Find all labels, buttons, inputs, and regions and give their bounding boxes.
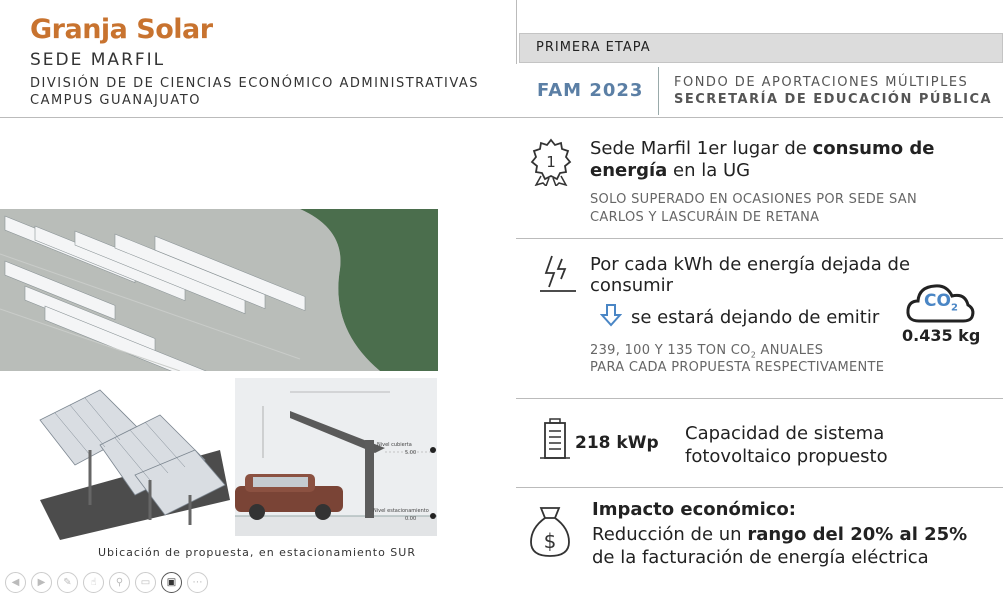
level-parking-label: Nivel estacionamiento	[373, 508, 429, 514]
kwh-line-2: consumir	[590, 275, 674, 296]
tons-line-2: PARA CADA PROPUESTA RESPECTIVAMENTE	[590, 360, 885, 375]
divider-3	[516, 487, 1003, 488]
impact-title: Impacto económico:	[592, 499, 796, 520]
rank-text: Sede Marfil 1er lugar de consumo de energía en la UG	[590, 138, 935, 181]
impact-line-1: Reducción de un rango del 20% al 25%	[592, 524, 968, 545]
rank-note-2: CARLOS Y LASCURÁIN DE RETANA	[590, 210, 820, 225]
pen-icon[interactable]: ✎	[57, 572, 78, 593]
co2-cloud-icon	[905, 281, 977, 325]
zoom-icon[interactable]: ⚲	[109, 572, 130, 593]
kwh-line-3: se estará dejando de emitir	[631, 307, 880, 328]
tons-line-1: 239, 100 Y 135 TON $CO_2$ ANUALES	[590, 343, 824, 360]
pointer-icon[interactable]: ☝	[83, 572, 104, 593]
section-drawing-image	[235, 378, 437, 536]
co2-label: CO	[924, 291, 951, 311]
impact-line-2: de la facturación de energía eléctrica	[592, 547, 929, 568]
battery-icon	[540, 418, 570, 460]
capacity-value: 218 kWp	[575, 433, 659, 453]
header-divider	[516, 0, 517, 64]
level-roof-label: Nivel cubierta	[377, 442, 412, 448]
image-caption: Ubicación de propuesta, en estacionamiento SUR	[98, 546, 416, 559]
header-rule	[0, 117, 1003, 118]
svg-text:$: $	[543, 529, 557, 553]
co2-value: 0.435 kg	[902, 326, 981, 345]
fund-label: FONDO DE APORTACIONES MÚLTIPLES	[674, 75, 969, 90]
campus-label: CAMPUS GUANAJUATO	[30, 93, 201, 108]
aerial-render-image	[0, 209, 438, 371]
subtitles-icon[interactable]: ▭	[135, 572, 156, 593]
slideshow-controls	[5, 572, 208, 593]
energy-bolt-icon	[538, 253, 578, 293]
level-parking-value: 0.00	[405, 516, 417, 522]
kwh-line-1: Por cada kWh de energía dejada de	[590, 254, 911, 275]
arrow-down-icon	[600, 303, 622, 327]
stage-bar: PRIMERA ETAPA	[519, 33, 1003, 63]
page-subtitle: SEDE MARFIL	[30, 50, 166, 70]
fam-label: FAM 2023	[519, 67, 659, 115]
next-slide-icon[interactable]: ▶	[31, 572, 52, 593]
divider-1	[516, 238, 1003, 239]
capacity-line-1: Capacidad de sistema	[685, 423, 885, 444]
division-label: DIVISIÓN DE DE CIENCIAS ECONÓMICO ADMINISTRATIVAS	[30, 76, 480, 91]
capacity-line-2: fotovoltaico propuesto	[685, 446, 888, 467]
svg-text:1: 1	[546, 153, 556, 171]
secretariat-label: SECRETARÍA DE EDUCACIÓN PÚBLICA	[674, 92, 993, 107]
money-bag-icon	[527, 506, 573, 558]
camera-icon[interactable]: ▣	[161, 572, 182, 593]
divider-2	[516, 398, 1003, 399]
page-title: Granja Solar	[30, 14, 213, 45]
level-roof-value: 5.00	[405, 450, 417, 456]
co2-subscript: 2	[950, 302, 958, 314]
rank-note-1: SOLO SUPERADO EN OCASIONES POR SEDE SAN	[590, 192, 918, 207]
canopy-3d-image	[30, 380, 230, 540]
prev-slide-icon[interactable]: ◀	[5, 572, 26, 593]
more-options-icon[interactable]: ⋯	[187, 572, 208, 593]
award-icon	[528, 138, 574, 186]
